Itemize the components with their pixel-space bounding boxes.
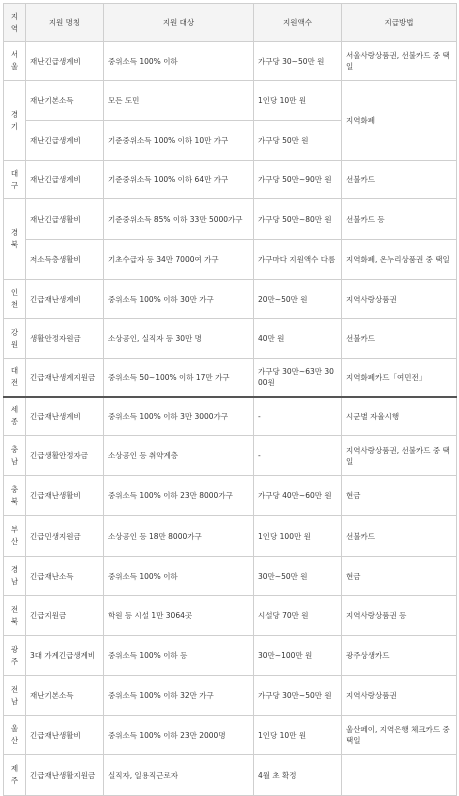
table-row xyxy=(4,557,457,596)
name-cell: 생활안정자원금 xyxy=(26,319,104,359)
method-cell: 선불카드 xyxy=(342,516,457,557)
region-cell: 강원 xyxy=(4,319,26,359)
table-row xyxy=(4,516,457,557)
method-cell: 서울사랑상품권, 선불카드 중 택일 xyxy=(342,42,457,81)
target-cell: 중위소득 100% 이하 32만 가구 xyxy=(104,676,254,716)
amount-cell: 20만~50만 원 xyxy=(254,280,342,319)
name-cell: 재난긴급생계비 xyxy=(26,121,104,161)
region-cell: 경기 xyxy=(4,81,26,161)
table-row xyxy=(4,636,457,676)
name-cell: 긴급재난생활지원금 xyxy=(26,755,104,796)
amount-cell: 4월 초 확정 xyxy=(254,755,342,796)
target-cell: 중위소득 100% 이하 등 xyxy=(104,636,254,676)
name-cell: 긴급민생지원금 xyxy=(26,516,104,557)
table-row xyxy=(4,81,457,121)
target-cell: 중위소득 100% 이하 xyxy=(104,42,254,81)
name-cell: 긴급생활안정자금 xyxy=(26,436,104,476)
name-cell: 재난긴급생계비 xyxy=(26,161,104,199)
table-row xyxy=(4,42,457,81)
method-cell: 현금 xyxy=(342,557,457,596)
amount-cell: 가구당 50만~90만 원 xyxy=(254,161,342,199)
region-cell: 세종 xyxy=(4,397,26,436)
region-cell: 경남 xyxy=(4,557,26,596)
table-row xyxy=(4,755,457,796)
name-cell: 재난긴급생계비 xyxy=(26,42,104,81)
target-cell: 소상공인, 실직자 등 30만 명 xyxy=(104,319,254,359)
method-cell: 울산페이, 지역은행 체크카드 중 택일 xyxy=(342,716,457,755)
table-row xyxy=(4,161,457,199)
region-cell: 제주 xyxy=(4,755,26,796)
region-cell: 전남 xyxy=(4,676,26,716)
amount-cell: 30만~100만 원 xyxy=(254,636,342,676)
region-cell: 경북 xyxy=(4,199,26,280)
amount-cell: 1인당 10만 원 xyxy=(254,81,342,121)
name-cell: 재난기본소득 xyxy=(26,81,104,121)
header-name: 지원 명칭 xyxy=(26,4,104,42)
table-row xyxy=(4,319,457,359)
target-cell: 중위소득 100% 이하 xyxy=(104,557,254,596)
method-cell: 선불카드 등 xyxy=(342,199,457,240)
target-cell: 실직자, 일용직근로자 xyxy=(104,755,254,796)
target-cell: 기준중위소득 100% 이하 64만 가구 xyxy=(104,161,254,199)
method-cell: 선불카드 xyxy=(342,161,457,199)
name-cell: 3대 가계긴급생계비 xyxy=(26,636,104,676)
target-cell: 중위소득 100% 이하 30만 가구 xyxy=(104,280,254,319)
method-cell: 광주상생카드 xyxy=(342,636,457,676)
target-cell: 기준중위소득 85% 이하 33만 5000가구 xyxy=(104,199,254,240)
table-row xyxy=(4,397,457,436)
target-cell: 기초수급자 등 34만 7000여 가구 xyxy=(104,240,254,280)
amount-cell: 가구당 30~50만 원 xyxy=(254,42,342,81)
target-cell: 기준중위소득 100% 이하 10만 가구 xyxy=(104,121,254,161)
header-target: 지원 대상 xyxy=(104,4,254,42)
method-cell xyxy=(342,755,457,796)
support-table xyxy=(3,3,457,796)
table-row xyxy=(4,476,457,516)
region-cell: 울산 xyxy=(4,716,26,755)
amount-cell: 시설당 70만 원 xyxy=(254,596,342,636)
region-cell: 대전 xyxy=(4,359,26,397)
amount-cell: 가구당 40만~60만 원 xyxy=(254,476,342,516)
name-cell: 긴급재난생활비 xyxy=(26,716,104,755)
region-cell: 인천 xyxy=(4,280,26,319)
amount-cell: 가구당 30만~50만 원 xyxy=(254,676,342,716)
region-cell: 충남 xyxy=(4,436,26,476)
amount-cell: 가구당 50만 원 xyxy=(254,121,342,161)
target-cell: 모든 도민 xyxy=(104,81,254,121)
name-cell: 저소득층생활비 xyxy=(26,240,104,280)
method-cell: 지역화폐 xyxy=(342,81,457,161)
table-row xyxy=(4,240,457,280)
amount-cell: 40만 원 xyxy=(254,319,342,359)
table-row xyxy=(4,280,457,319)
name-cell: 긴급재난생활비 xyxy=(26,476,104,516)
header-method: 지급방법 xyxy=(342,4,457,42)
amount-cell: 가구마다 지원액수 다름 xyxy=(254,240,342,280)
amount-cell: 가구당 50만~80만 원 xyxy=(254,199,342,240)
method-cell: 시군별 자율시행 xyxy=(342,397,457,436)
name-cell: 긴급재난소득 xyxy=(26,557,104,596)
table-row xyxy=(4,199,457,240)
header-amount: 지원액수 xyxy=(254,4,342,42)
method-cell: 현금 xyxy=(342,476,457,516)
target-cell: 중위소득 100% 이하 3만 3000가구 xyxy=(104,397,254,436)
table-row xyxy=(4,676,457,716)
target-cell: 소상공인 등 18만 8000가구 xyxy=(104,516,254,557)
name-cell: 긴급재난생계지원금 xyxy=(26,359,104,397)
name-cell: 재난긴급생활비 xyxy=(26,199,104,240)
target-cell: 소상공인 등 취약계층 xyxy=(104,436,254,476)
header-region: 지역 xyxy=(4,4,26,42)
region-cell: 전북 xyxy=(4,596,26,636)
name-cell: 재난기본소득 xyxy=(26,676,104,716)
method-cell: 지역사랑상품권 등 xyxy=(342,596,457,636)
table-row xyxy=(4,596,457,636)
table-header-row xyxy=(4,4,457,42)
table-row xyxy=(4,359,457,397)
region-cell: 부산 xyxy=(4,516,26,557)
amount-cell: 가구당 30만~63만 3000원 xyxy=(254,359,342,397)
amount-cell: - xyxy=(254,397,342,436)
target-cell: 중위소득 50~100% 이하 17만 가구 xyxy=(104,359,254,397)
target-cell: 중위소득 100% 이하 23만 8000가구 xyxy=(104,476,254,516)
name-cell: 긴급재난생계비 xyxy=(26,280,104,319)
method-cell: 지역사랑상품권 xyxy=(342,280,457,319)
amount-cell: - xyxy=(254,436,342,476)
name-cell: 긴급재난생계비 xyxy=(26,397,104,436)
region-cell: 충북 xyxy=(4,476,26,516)
target-cell: 학원 등 시설 1만 3064곳 xyxy=(104,596,254,636)
name-cell: 긴급지원금 xyxy=(26,596,104,636)
amount-cell: 1인당 100만 원 xyxy=(254,516,342,557)
table-row xyxy=(4,436,457,476)
amount-cell: 30만~50만 원 xyxy=(254,557,342,596)
method-cell: 지역사랑상품권, 선불카드 중 택일 xyxy=(342,436,457,476)
method-cell: 지역화폐카드「여민전」 xyxy=(342,359,457,397)
amount-cell: 1인당 10만 원 xyxy=(254,716,342,755)
table-row xyxy=(4,716,457,755)
region-cell: 대구 xyxy=(4,161,26,199)
target-cell: 중위소득 100% 이하 23만 2000명 xyxy=(104,716,254,755)
method-cell: 지역사랑상품권 xyxy=(342,676,457,716)
region-cell: 광주 xyxy=(4,636,26,676)
region-cell: 서울 xyxy=(4,42,26,81)
method-cell: 선불카드 xyxy=(342,319,457,359)
method-cell: 지역화폐, 온누리상품권 중 택일 xyxy=(342,240,457,280)
